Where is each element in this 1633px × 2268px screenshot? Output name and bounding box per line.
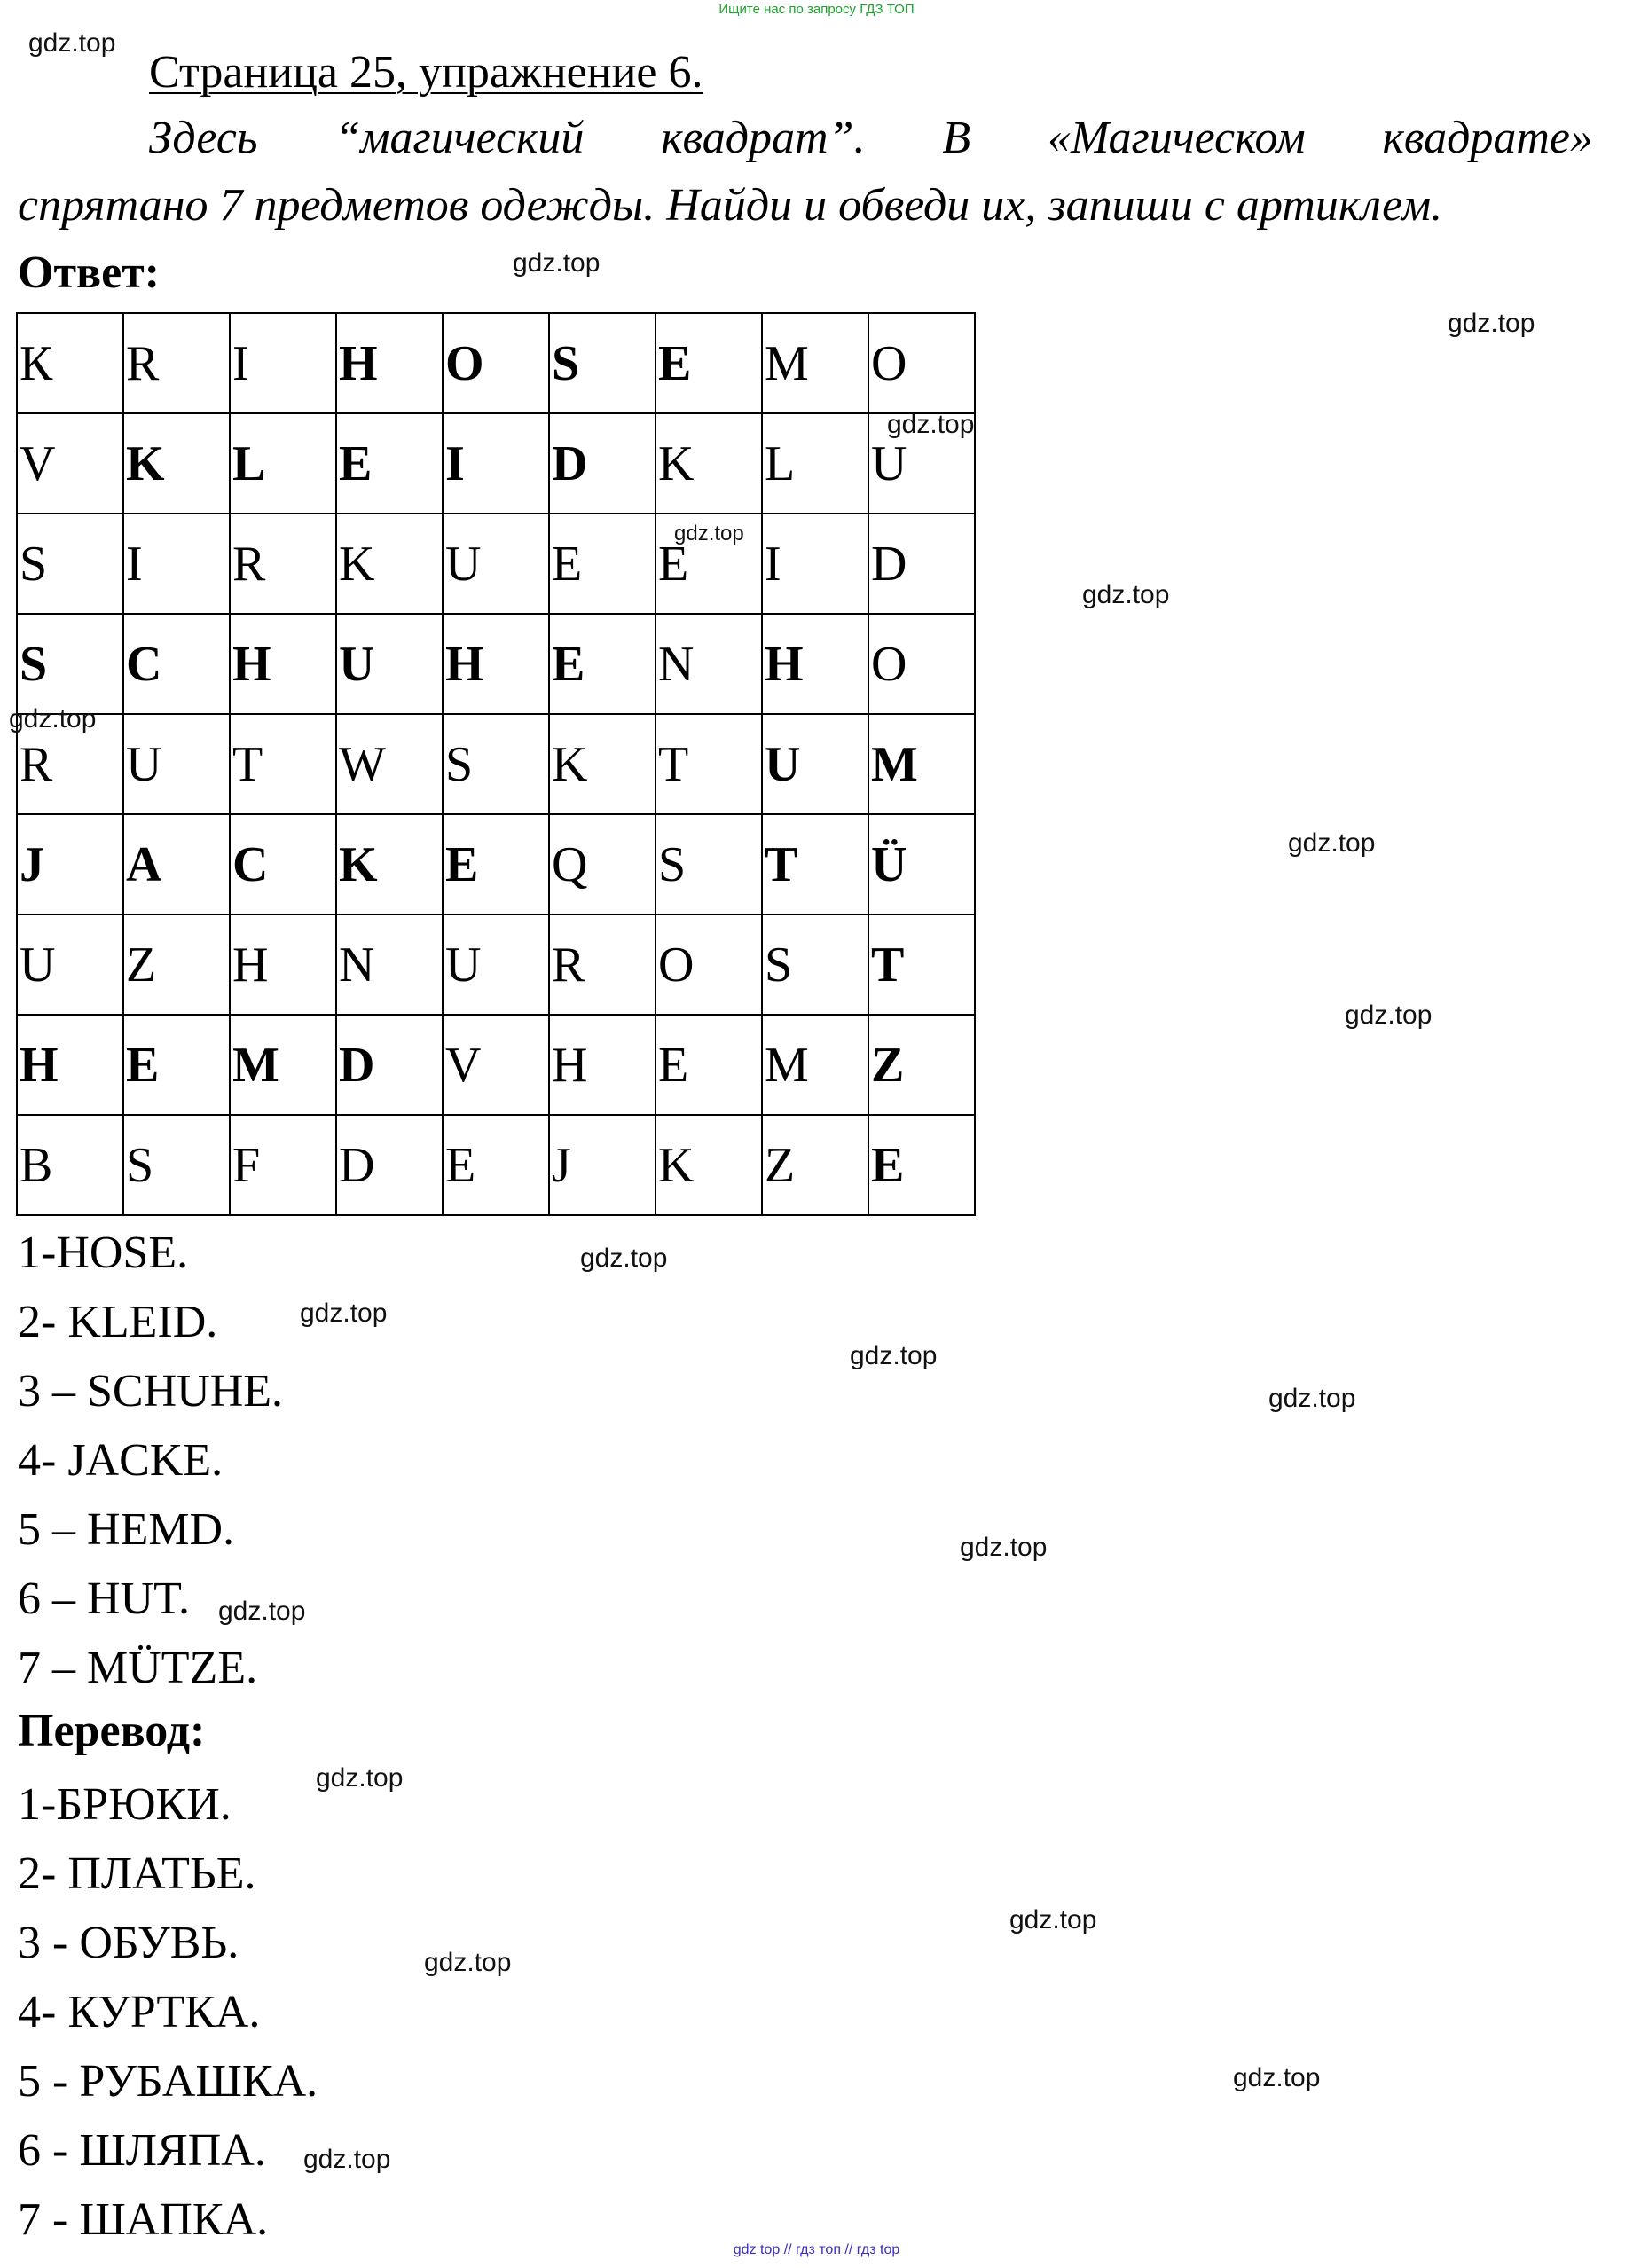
watermark: gdz.top bbox=[674, 522, 744, 545]
grid-cell: S bbox=[17, 514, 123, 614]
translation-item: 5 - РУБАШКА. bbox=[18, 2056, 318, 2107]
watermark: gdz.top bbox=[300, 1299, 388, 1328]
magic-square-grid bbox=[16, 312, 976, 1216]
page-title: Страница 25, упражнение 6. bbox=[149, 47, 703, 98]
grid-cell: T bbox=[762, 814, 868, 914]
answer-word: 7 – MÜTZE. bbox=[18, 1643, 258, 1693]
grid-cell: E bbox=[443, 814, 549, 914]
grid-cell: D bbox=[549, 413, 656, 514]
grid-cell: U bbox=[443, 514, 549, 614]
grid-row bbox=[17, 1115, 975, 1215]
grid-cell: U bbox=[123, 714, 230, 814]
answer-word: 6 – HUT. bbox=[18, 1573, 191, 1624]
grid-cell: I bbox=[123, 514, 230, 614]
watermark: gdz.top bbox=[316, 1763, 404, 1793]
translation-item: 7 - ШАПКА. bbox=[18, 2194, 269, 2245]
answer-word: 1-HOSE. bbox=[18, 1228, 189, 1278]
grid-cell: I bbox=[443, 413, 549, 514]
translation-item: 2- ПЛАТЬЕ. bbox=[18, 1848, 256, 1899]
watermark: gdz.top bbox=[1448, 309, 1535, 338]
translation-item: 1-БРЮКИ. bbox=[18, 1779, 232, 1830]
grid-cell: A bbox=[123, 814, 230, 914]
grid-cell: E bbox=[123, 1015, 230, 1115]
grid-cell: H bbox=[336, 313, 443, 413]
grid-cell: Z bbox=[123, 914, 230, 1015]
grid-cell: O bbox=[868, 614, 975, 714]
grid-cell: W bbox=[336, 714, 443, 814]
answer-word: 4- JACKE. bbox=[18, 1435, 224, 1486]
grid-cell: O bbox=[443, 313, 549, 413]
grid-cell: S bbox=[762, 914, 868, 1015]
grid-cell: L bbox=[762, 413, 868, 514]
grid-cell: E bbox=[656, 1015, 762, 1115]
watermark: gdz.top bbox=[960, 1533, 1048, 1562]
grid-cell: K bbox=[123, 413, 230, 514]
grid-cell: Q bbox=[549, 814, 656, 914]
grid-cell: M bbox=[762, 313, 868, 413]
grid-row bbox=[17, 413, 975, 514]
grid-cell: К bbox=[17, 313, 123, 413]
grid-cell: Z bbox=[868, 1015, 975, 1115]
grid-cell: F bbox=[230, 1115, 336, 1215]
grid-cell: D bbox=[336, 1115, 443, 1215]
grid-cell: S bbox=[17, 614, 123, 714]
watermark: gdz.top bbox=[9, 704, 97, 734]
grid-cell: R bbox=[123, 313, 230, 413]
grid-cell: H bbox=[17, 1015, 123, 1115]
grid-cell: L bbox=[230, 413, 336, 514]
grid-cell: T bbox=[868, 914, 975, 1015]
watermark: gdz.top bbox=[1009, 1905, 1097, 1934]
grid-cell: H bbox=[230, 914, 336, 1015]
grid-cell: H bbox=[443, 614, 549, 714]
answer-word: 3 – SCHUHE. bbox=[18, 1366, 284, 1417]
translation-heading: Перевод: bbox=[18, 1706, 206, 1756]
grid-row bbox=[17, 714, 975, 814]
grid-cell: O bbox=[868, 313, 975, 413]
grid-row bbox=[17, 914, 975, 1015]
grid-cell: Ü bbox=[868, 814, 975, 914]
translation-item: 3 - ОБУВЬ. bbox=[18, 1918, 239, 1968]
grid-cell: M bbox=[868, 714, 975, 814]
watermark: gdz.top bbox=[1233, 2063, 1321, 2092]
grid-cell: U bbox=[762, 714, 868, 814]
grid-cell: O bbox=[656, 914, 762, 1015]
grid-cell: U bbox=[17, 914, 123, 1015]
grid-cell: E bbox=[656, 313, 762, 413]
grid-cell: R bbox=[230, 514, 336, 614]
grid-cell: U bbox=[336, 614, 443, 714]
grid-cell: U bbox=[868, 413, 975, 514]
watermark: gdz.top bbox=[887, 410, 975, 439]
answer-word: 2- KLEID. bbox=[18, 1297, 218, 1347]
task-text-line-2: спрятано 7 предметов одежды. Найди и обведи их, запиши с артиклем. bbox=[18, 180, 1443, 231]
watermark: gdz.top bbox=[218, 1597, 306, 1626]
grid-cell: N bbox=[656, 614, 762, 714]
top-banner: Ищите нас по запросу ГДЗ ТОП bbox=[718, 2, 915, 17]
grid-cell: D bbox=[336, 1015, 443, 1115]
grid-row bbox=[17, 614, 975, 714]
grid-cell: R bbox=[17, 714, 123, 814]
task-text-line-1: Здесь “магический квадрат”. В «Магическом квадрате» bbox=[149, 113, 1593, 163]
answer-heading: Ответ: bbox=[18, 247, 161, 298]
footer: gdz top // гдз топ // гдз top bbox=[733, 2242, 900, 2257]
grid-cell: H bbox=[230, 614, 336, 714]
grid-cell: J bbox=[17, 814, 123, 914]
grid-cell: B bbox=[17, 1115, 123, 1215]
answer-word-list bbox=[18, 1219, 283, 1703]
grid-row bbox=[17, 814, 975, 914]
translation-item: 4- КУРТКА. bbox=[18, 1987, 261, 2037]
grid-cell: S bbox=[443, 714, 549, 814]
grid-cell: V bbox=[17, 413, 123, 514]
grid-cell: H bbox=[549, 1015, 656, 1115]
grid-cell: E bbox=[443, 1115, 549, 1215]
grid-cell: S bbox=[656, 814, 762, 914]
watermark: gdz.top bbox=[513, 248, 601, 278]
watermark: gdz.top bbox=[1288, 828, 1376, 858]
grid-cell: I bbox=[762, 514, 868, 614]
grid-cell: K bbox=[549, 714, 656, 814]
grid-cell: C bbox=[123, 614, 230, 714]
grid-cell: U bbox=[443, 914, 549, 1015]
watermark: gdz.top bbox=[1082, 580, 1170, 609]
grid-cell: K bbox=[336, 814, 443, 914]
grid-cell: S bbox=[549, 313, 656, 413]
grid-cell: E bbox=[549, 514, 656, 614]
watermark: gdz.top bbox=[28, 28, 116, 58]
grid-cell: N bbox=[336, 914, 443, 1015]
translation-item: 6 - ШЛЯПА. bbox=[18, 2125, 266, 2176]
watermark: gdz.top bbox=[1268, 1384, 1356, 1413]
grid-cell: D bbox=[868, 514, 975, 614]
grid-cell: J bbox=[549, 1115, 656, 1215]
grid-cell: M bbox=[230, 1015, 336, 1115]
grid-row bbox=[17, 1015, 975, 1115]
watermark: gdz.top bbox=[1345, 1001, 1433, 1030]
grid-cell: E bbox=[549, 614, 656, 714]
grid-cell: E bbox=[336, 413, 443, 514]
watermark: gdz.top bbox=[303, 2145, 391, 2174]
grid-cell: T bbox=[230, 714, 336, 814]
grid-cell: H bbox=[762, 614, 868, 714]
grid-cell: T bbox=[656, 714, 762, 814]
grid-cell: K bbox=[656, 1115, 762, 1215]
grid-cell: I bbox=[230, 313, 336, 413]
grid-cell: Z bbox=[762, 1115, 868, 1215]
grid-cell: E bbox=[868, 1115, 975, 1215]
grid-row bbox=[17, 514, 975, 614]
grid-cell: V bbox=[443, 1015, 549, 1115]
watermark: gdz.top bbox=[424, 1948, 512, 1977]
grid-cell: K bbox=[656, 413, 762, 514]
grid-cell: R bbox=[549, 914, 656, 1015]
grid-cell: C bbox=[230, 814, 336, 914]
grid-cell: K bbox=[336, 514, 443, 614]
answer-word: 5 – HEMD. bbox=[18, 1504, 235, 1555]
grid-row bbox=[17, 313, 975, 413]
grid-cell: M bbox=[762, 1015, 868, 1115]
grid-cell: S bbox=[123, 1115, 230, 1215]
watermark: gdz.top bbox=[850, 1341, 938, 1370]
translation-list bbox=[18, 1770, 318, 2255]
grid-cell: E bbox=[656, 514, 762, 614]
watermark: gdz.top bbox=[580, 1244, 668, 1273]
